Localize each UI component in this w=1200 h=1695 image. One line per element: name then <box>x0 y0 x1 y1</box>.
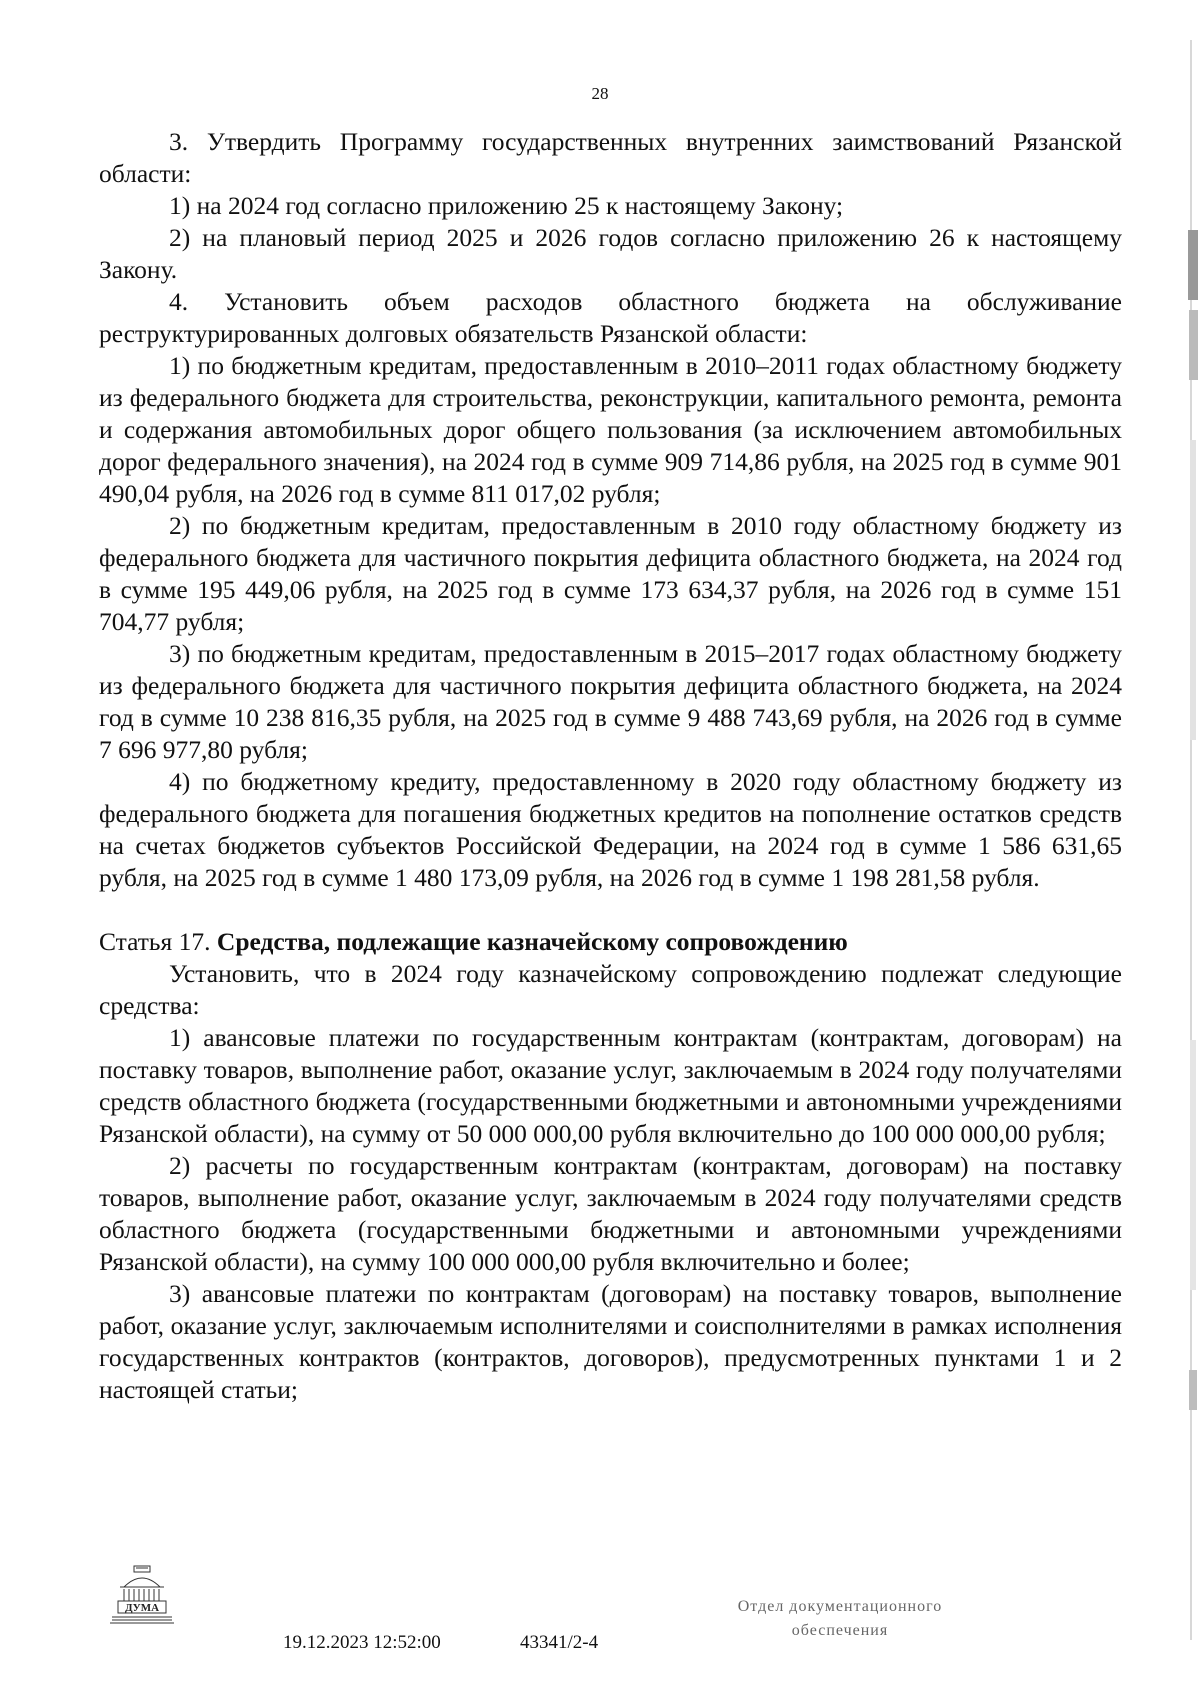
duma-logo-icon <box>110 1565 174 1625</box>
paragraph: 3) авансовые платежи по контрактам (договорам) на поставку товаров, выполнение работ, оказание услуг, заключаемым исполнителями и соисполнителями в рамках исполнения государственных контрактов (контрактов, договоров), предусмотренных пунктами 1 и 2 настоящей статьи; <box>99 1279 1122 1404</box>
registration-number: 43341/2-4 <box>520 1632 599 1653</box>
document-body <box>99 126 1122 1406</box>
stamp-line: обеспечения <box>791 1622 889 1639</box>
registration-datetime: 19.12.2023 12:52:00 <box>283 1632 441 1653</box>
logo-text: ДУМА <box>124 1602 160 1614</box>
article-title: Средства, подлежащие казначейскому сопровождению <box>216 927 848 956</box>
scan-edge-marks <box>1186 40 1200 1640</box>
paragraph: 1) авансовые платежи по государственным контрактам (контрактам, договорам) на поставку товаров, выполнение работ, оказание услуг, заключаемым в 2024 году получателями средств областного бюджета (государственными бюджетными и автономными учреждениями Рязанской области), на сумму от 50 000 000,00 рубля включительно до 100 000 000,00 рубля; <box>99 1023 1122 1148</box>
stamp-line: Отдел документационного <box>737 1598 943 1615</box>
paragraph: 1) на 2024 год согласно приложению 25 к настоящему Закону; <box>169 191 844 220</box>
paragraph: 3. Утвердить Программу государственных внутренних заимствований Рязанской области: <box>99 127 1122 188</box>
page-number: 28 <box>591 84 609 103</box>
paragraph: 4. Установить объем расходов областного бюджета на обслуживание реструктурированных долговых обязательств Рязанской области: <box>99 287 1122 348</box>
spacer <box>99 894 1122 926</box>
paragraph: 2) по бюджетным кредитам, предоставленным в 2010 году областному бюджету из федерального бюджета для частичного покрытия дефицита областного бюджета, на 2024 год в сумме 195 449,06 рубля, на 2025 год в сумме 173 634,37 рубля, на 2026 год в сумме 151 704,77 рубля; <box>99 511 1122 636</box>
paragraph: Установить, что в 2024 году казначейскому сопровождению подлежат следующие средства: <box>99 959 1122 1020</box>
paragraph: 3) по бюджетным кредитам, предоставленным в 2015–2017 годах областному бюджету из федерального бюджета для частичного покрытия дефицита областного бюджета, на 2024 год в сумме 10 238 816,35 рубля, на 2025 год в сумме 9 488 743,69 рубля, на 2026 год в сумме 7 696 977,80 рубля; <box>99 639 1122 764</box>
paragraph: 4) по бюджетному кредиту, предоставленному в 2020 году областному бюджету из федерального бюджета для погашения бюджетных кредитов на пополнение остатков средств на счетах бюджетов субъектов Российской Федерации, на 2024 год в сумме 1 586 631,65 рубля, на 2025 год в сумме 1 480 173,09 рубля, на 2026 год в сумме 1 198 281,58 рубля. <box>99 767 1122 892</box>
paragraph: 2) расчеты по государственным контрактам (контрактам, договорам) на поставку товаров, выполнение работ, оказание услуг, заключаемым в 2024 году получателями средств областного бюджета (государственными бюджетными и автономными учреждениями Рязанской области), на сумму 100 000 000,00 рубля включительно и более; <box>99 1151 1122 1276</box>
article-prefix: Статья 17. <box>99 927 211 956</box>
article-heading <box>99 926 1122 958</box>
paragraph: 2) на плановый период 2025 и 2026 годов согласно приложению 26 к настоящему Закону. <box>99 223 1122 284</box>
paragraph: 1) по бюджетным кредитам, предоставленным в 2010–2011 годах областному бюджету из федерального бюджета для строительства, реконструкции, капитального ремонта, ремонта и содержания автомобильных дорог общего пользования (за исключением автомобильных дорог федерального значения), на 2024 год в сумме 909 714,86 рубля, на 2025 год в сумме 901 490,04 рубля, на 2026 год в сумме 811 017,02 рубля; <box>99 351 1122 508</box>
department-stamp <box>690 1595 990 1643</box>
